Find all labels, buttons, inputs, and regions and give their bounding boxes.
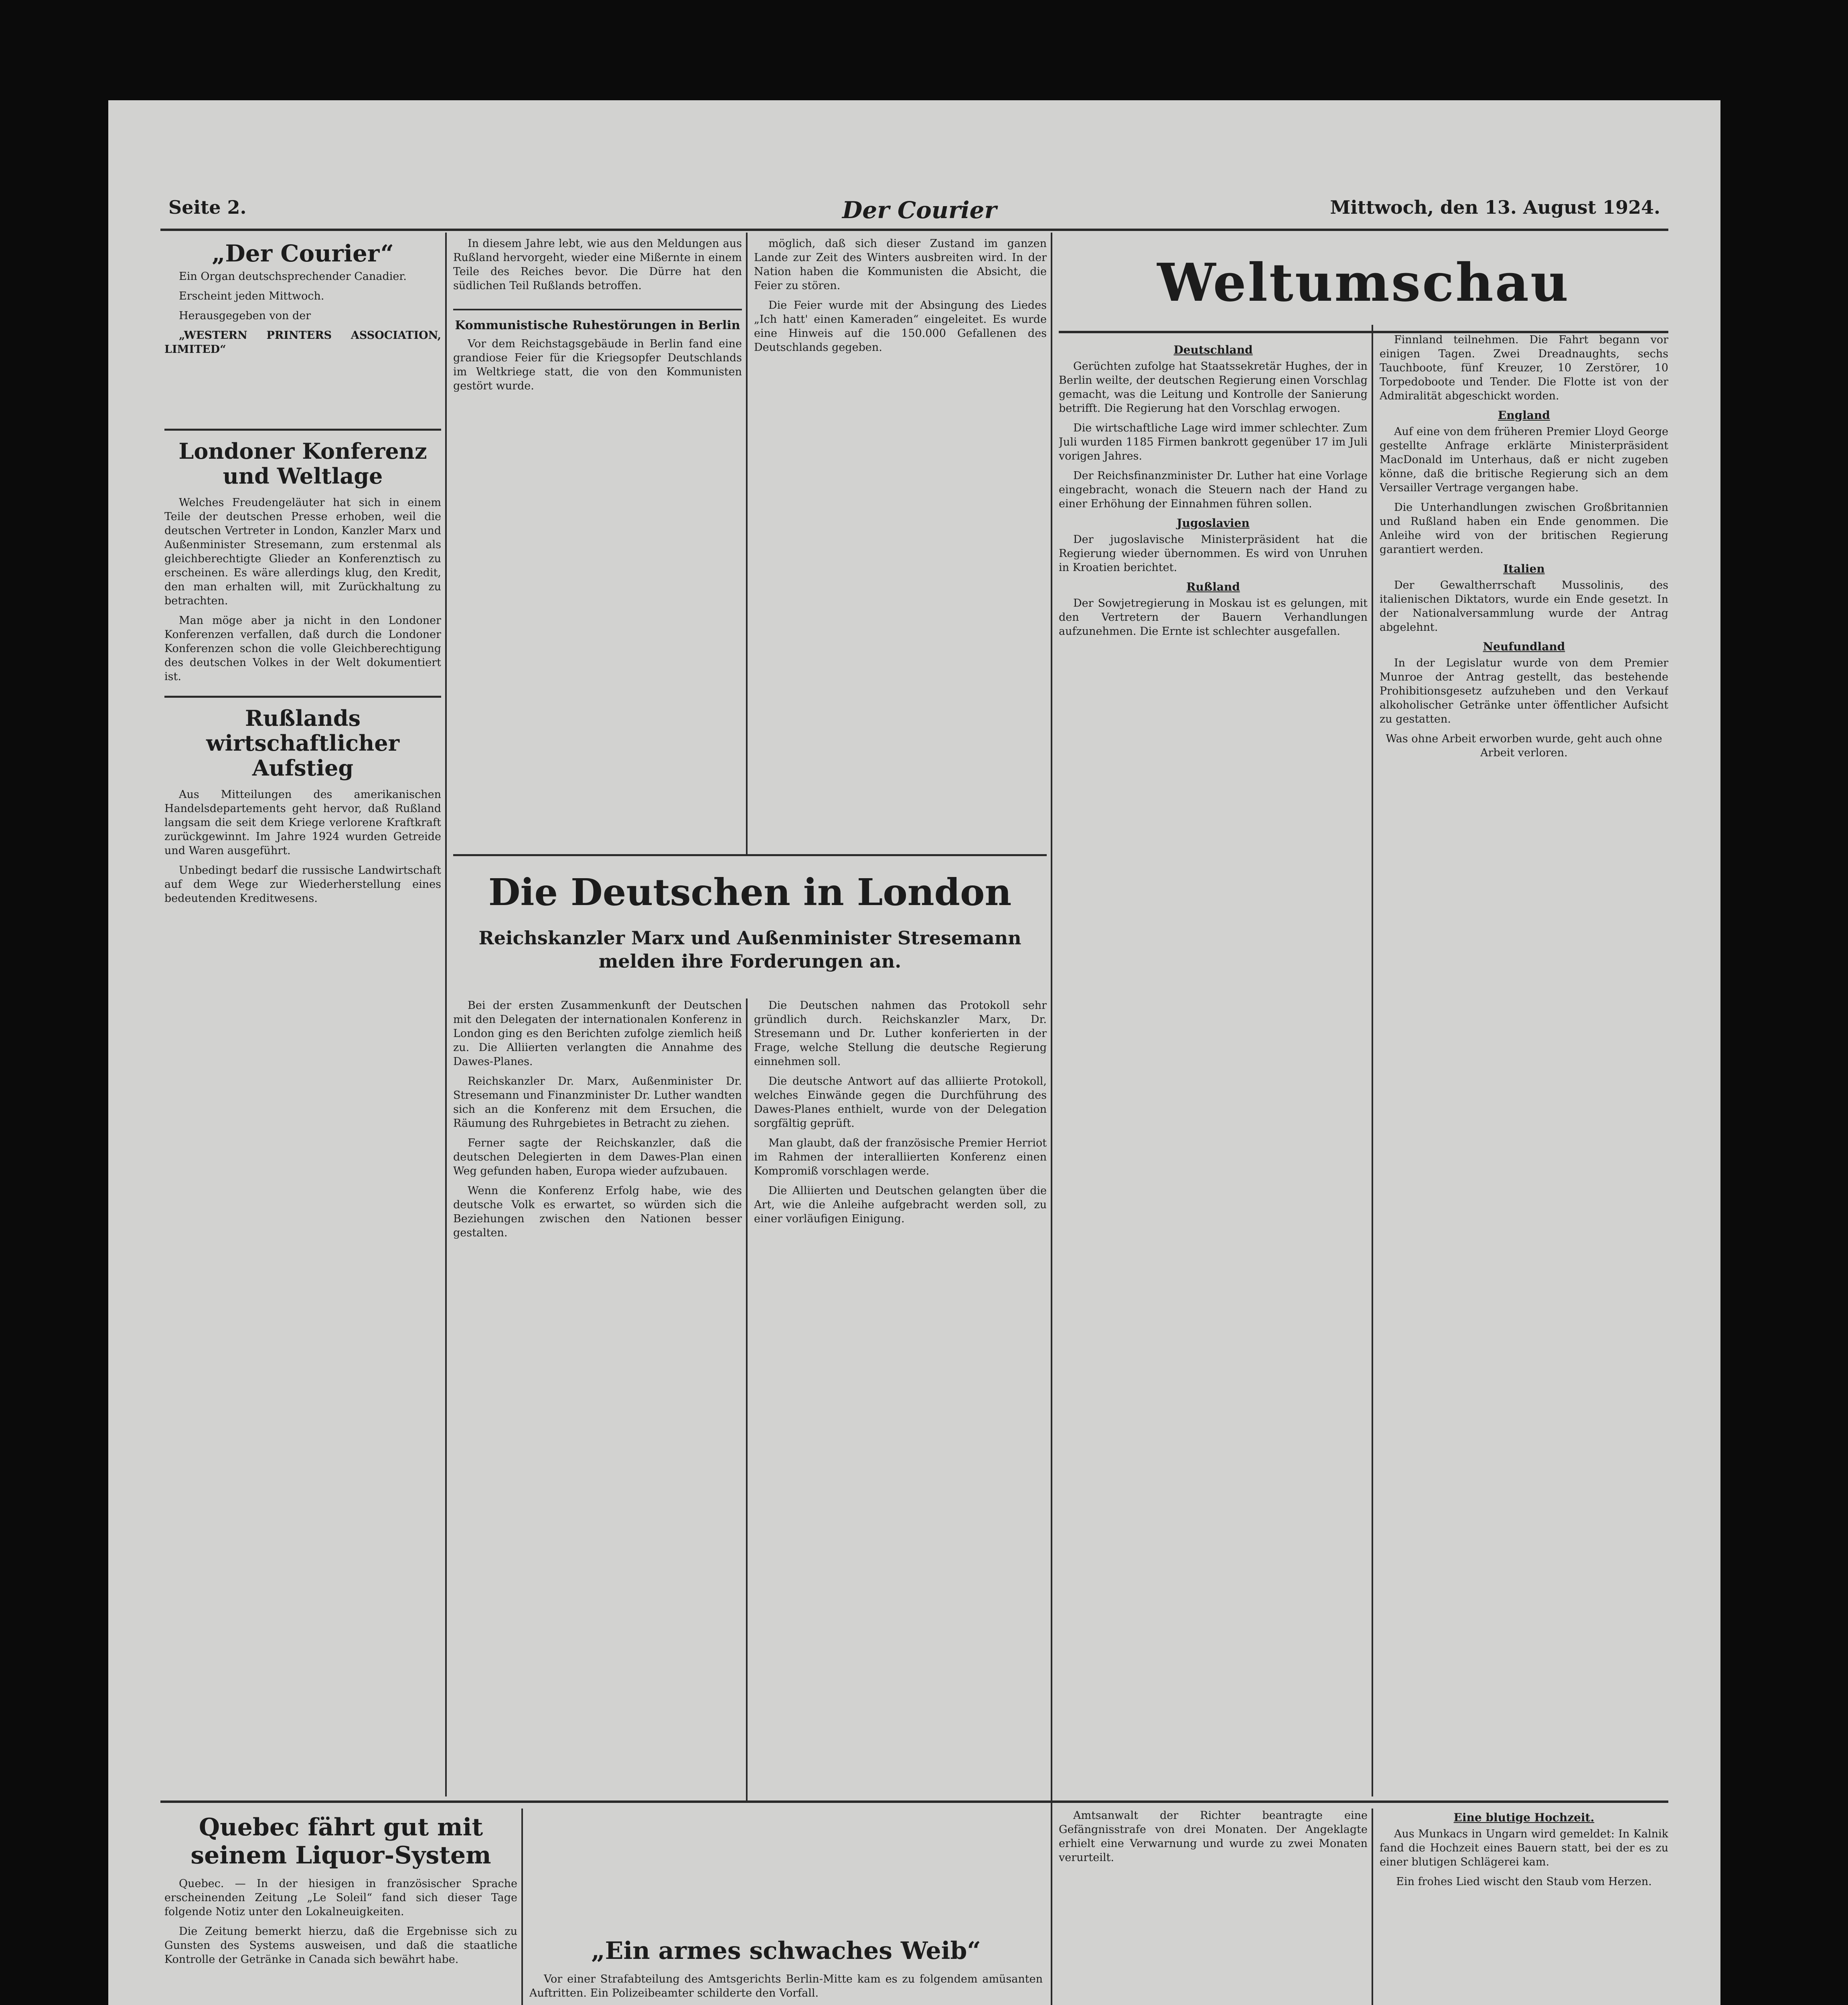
article-paragraph: Man möge aber ja nicht in den Londoner Konferenzen verfallen, daß durch die Londoner Konferenzen schon die volle Gleichberechtigung des deutschen Volkes in der Welt dokumentiert ist. — [164, 614, 441, 683]
feature-column-right — [754, 998, 1047, 1800]
issue-date: Mittwoch, den 13. August 1924. — [1330, 196, 1660, 218]
masthead-rule — [164, 429, 441, 431]
headline-rule — [453, 854, 1047, 856]
bottom-column-3 — [1059, 1809, 1368, 2005]
bottom-column-2 — [529, 1809, 1043, 2005]
subsection-title: Italien — [1503, 562, 1545, 575]
article-title: Quebec fährt gut mit seinem Liquor-System — [190, 1813, 491, 1869]
article-paragraph: In diesem Jahre lebt, wie aus den Meldungen aus Rußland hervorgeht, wieder eine Mißernte in einem Teile des Reiches bevor. Die Dürre hat den südlichen Teil Rußlands betroffen. — [453, 237, 742, 292]
article-paragraph: Ferner sagte der Reichskanzler, daß die deutschen Delegierten in dem Dawes-Plan einen Weg gefunden haben, Europa wieder aufzubauen. — [453, 1137, 742, 1177]
column-rule — [1051, 233, 1052, 2005]
running-header — [108, 196, 1720, 229]
subsection-title: Jugoslavien — [1177, 516, 1250, 530]
article-title: „Ein armes schwaches Weib“ — [591, 1937, 981, 1965]
masthead-schedule: Erscheint jeden Mittwoch. — [179, 290, 324, 302]
subsection-title: Eine blutige Hochzeit. — [1453, 1811, 1595, 1824]
column-1 — [164, 237, 441, 1792]
article-paragraph: Reichskanzler Dr. Marx, Außenminister Dr. Stresemann und Finanzminister Dr. Luther wandten sich an die Konferenz mit dem Ersuchen, die Räumung des Ruhrgebietes in Betracht zu ziehen. — [453, 1075, 742, 1130]
article-paragraph: Der Reichsfinanzminister Dr. Luther hat eine Vorlage eingebracht, wonach die Steuern nach der Hand zu einer Erhöhung der Einnahmen führen sollen. — [1059, 470, 1368, 510]
masthead-title: „Der Courier“ — [212, 240, 394, 267]
article-paragraph: Die wirtschaftliche Lage wird immer schlechter. Zum Juli wurden 1185 Firmen bankrott gegenüber 17 im Juli vorigen Jahres. — [1059, 422, 1368, 462]
page-number: Seite 2. — [168, 196, 247, 218]
closing-line: Ein frohes Lied wischt den Staub vom Herzen. — [1396, 1875, 1652, 1888]
article-paragraph: Der Gewaltherrschaft Mussolinis, des italienischen Diktators, wurde ein Ende gesetzt. In der Nationalversammlung wurde der Antrag abgelehnt. — [1380, 579, 1668, 634]
article-title: Londoner Konferenz und Weltlage — [178, 438, 427, 489]
bottom-column-1 — [164, 1809, 517, 2005]
newspaper-page — [108, 100, 1720, 2005]
article-paragraph: Die Zeitung bemerkt hierzu, daß die Ergebnisse sich zu Gunsten des Systems ausweisen, und daß die staatliche Kontrolle der Getränke in Canada sich bewährt habe. — [164, 1925, 517, 1966]
column-rule — [746, 998, 748, 1800]
subsection-title: England — [1498, 409, 1550, 422]
feature-column-left — [453, 998, 742, 1800]
column-rule — [746, 233, 748, 854]
column-3 — [754, 237, 1047, 850]
subsection-title: Deutschland — [1173, 343, 1253, 356]
article-paragraph: möglich, daß sich dieser Zustand im ganzen Lande zur Zeit des Winters ausbreiten wird. In der Nation haben die Kommunisten die Absicht, die Feier zu stören. — [754, 237, 1047, 292]
masthead-publisher-label: Herausgegeben von der — [179, 310, 311, 322]
column-rule — [1372, 1809, 1373, 2005]
masthead-subtitle: Ein Organ deutschsprechender Canadier. — [179, 270, 407, 283]
article-rule — [164, 696, 441, 698]
article-title: Rußlands wirtschaftlicher Aufstieg — [206, 705, 400, 781]
article-rule — [453, 309, 742, 310]
article-title: Kommunistische Ruhestörungen in Berlin — [455, 318, 740, 332]
article-paragraph: Amtsanwalt der Richter beantragte eine Gefängnisstrafe von drei Monaten. Der Angeklagte erhielt eine Verwarnung und wurde zu zwei Monaten verurteilt. — [1059, 1809, 1368, 1864]
article-paragraph: Man glaubt, daß der französische Premier Herriot im Rahmen der interalliierten Konferenz einen Kompromiß vorschlagen werde. — [754, 1137, 1047, 1177]
article-paragraph: Welches Freudengeläuter hat sich in einem Teile der deutschen Presse erhoben, weil die deutschen Vertreter in London, Kanzler Marx und Außenminister Stresemann, zum erstenmal als gleichberechtigte Glieder an Konferenztisch zu erscheinen. Es wäre allerdings klug, den Kredit, den man erhalten will, mit Zurückhaltung zu betrachten. — [164, 496, 441, 607]
article-paragraph: Auf eine von dem früheren Premier Lloyd George gestellte Anfrage erklärte Ministerpräsident MacDonald im Unterhaus, daß er nicht zugeben könne, daß die britische Regierung sich an dem Versailler Vertrage vergangen habe. — [1380, 425, 1668, 494]
column-rule — [1372, 325, 1373, 1796]
article-paragraph: Die deutsche Antwort auf das alliierte Protokoll, welches Einwände gegen die Durchführung des Dawes-Planes enthielt, wurde von der Delegation sorgfältig geprüft. — [754, 1075, 1047, 1130]
section-title-weltumschau: Weltumschau — [1157, 252, 1570, 313]
column-rule — [445, 233, 447, 1796]
subsection-title: Neufundland — [1483, 640, 1565, 653]
article-paragraph: Gerüchten zufolge hat Staatssekretär Hughes, der in Berlin weilte, der deutschen Regierung einen Vorschlag gemacht, was die Leitung und Kontrolle der Sanierung betrifft. Die Regierung hat den Vorschlag erwogen. — [1059, 360, 1368, 415]
weltumschau-column-a — [1059, 341, 1368, 1792]
bottom-column-4 — [1380, 1809, 1668, 2005]
article-paragraph: Aus Munkacs in Ungarn wird gemeldet: In Kalnik fand die Hochzeit eines Bauern statt, bei der es zu einer blutigen Schlägerei kam. — [1380, 1828, 1668, 1868]
feature-subheadline: Reichskanzler Marx und Außenminister Stresemann melden ihre Forderungen an. — [478, 927, 1021, 972]
feature-headline: Die Deutschen in London — [488, 871, 1012, 914]
article-paragraph: Die Feier wurde mit der Absingung des Liedes „Ich hatt' einen Kameraden“ eingeleitet. Es wurde eine Hinweis auf die 150.000 Gefallenen des Deutschlands gegeben. — [754, 299, 1047, 354]
article-paragraph: Bei der ersten Zusammenkunft der Deutschen mit den Delegaten der internationalen Konferenz in London ging es den Berichten zufolge ziemlich heiß zu. Die Alliierten verlangten die Annahme des Dawes-Planes. — [453, 999, 742, 1068]
bottom-section-rule — [160, 1800, 1668, 1803]
article-paragraph: Unbedingt bedarf die russische Landwirtschaft auf dem Wege zur Wiederherstellung eines bedeutenden Kreditwesens. — [164, 864, 441, 905]
header-rule — [160, 229, 1668, 231]
article-paragraph: Wenn die Konferenz Erfolg habe, wie des deutsche Volk es erwartet, so würden sich die Beziehungen zwischen den Nationen besser gestalten. — [453, 1185, 742, 1239]
article-paragraph: Die Alliierten und Deutschen gelangten über die Art, wie die Anleihe aufgebracht werden soll, zu einer vorläufigen Einigung. — [754, 1185, 1047, 1225]
weltumschau-column-b — [1380, 237, 1668, 1792]
paper-name: Der Courier — [842, 196, 997, 224]
article-paragraph: Finnland teilnehmen. Die Fahrt begann vor einigen Tagen. Zwei Dreadnaughts, sechs Tauchboote, fünf Kreuzer, 10 Zerstörer, 10 Torpedoboote und Tender. Die Flotte ist von der Admiralität abgeschickt worden. — [1380, 334, 1668, 402]
masthead-publisher: „WESTERN PRINTERS ASSOCIATION, LIMITED“ — [164, 329, 441, 356]
slogan: Was ohne Arbeit erworben wurde, geht auch ohne Arbeit verloren. — [1386, 733, 1662, 759]
article-paragraph: Die Deutschen nahmen das Protokoll sehr gründlich durch. Reichskanzler Marx, Dr. Stresemann und Dr. Luther konferierten in der Frage, welche Stellung die deutsche Regierung einnehmen soll. — [754, 999, 1047, 1068]
column-2 — [453, 237, 742, 850]
subsection-title: Rußland — [1186, 580, 1240, 593]
article-paragraph: Quebec. — In der hiesigen in französischer Sprache erscheinenden Zeitung „Le Soleil“ fand sich dieser Tage folgende Notiz unter den Lokalneuigkeiten. — [164, 1877, 517, 1918]
article-paragraph: Die Unterhandlungen zwischen Großbritannien und Rußland haben ein Ende genommen. Die Anleihe wird von der britischen Regierung garantiert werden. — [1380, 501, 1668, 556]
article-paragraph: Aus Mitteilungen des amerikanischen Handelsdepartements geht hervor, daß Rußland langsam die seit dem Kriege verlorene Kraftkraft zurückgewinnt. Im Jahre 1924 wurden Getreide und Waren ausgeführt. — [164, 788, 441, 857]
article-paragraph: In der Legislatur wurde von dem Premier Munroe der Antrag gestellt, das bestehende Prohibitionsgesetz aufzuheben und den Verkauf alkoholischer Getränke unter öffentlicher Aufsicht zu gestatten. — [1380, 657, 1668, 725]
article-paragraph: Vor einer Strafabteilung des Amtsgerichts Berlin-Mitte kam es zu folgendem amüsanten Auftritten. Ein Polizeibeamter schilderte den Vorfall. — [529, 1973, 1043, 1999]
article-paragraph: Der jugoslavische Ministerpräsident hat die Regierung wieder übernommen. Es wird von Unruhen in Kroatien berichtet. — [1059, 533, 1368, 574]
article-paragraph: Vor dem Reichstagsgebäude in Berlin fand eine grandiose Feier für die Kriegsopfer Deutschlands im Weltkriege statt, die von den Kommunisten gestört wurde. — [453, 338, 742, 392]
column-rule — [521, 1809, 523, 2005]
article-paragraph: Der Sowjetregierung in Moskau ist es gelungen, mit den Vertretern der Bauern Verhandlungen aufzunehmen. Die Ernte ist schlechter ausgefallen. — [1059, 597, 1368, 638]
